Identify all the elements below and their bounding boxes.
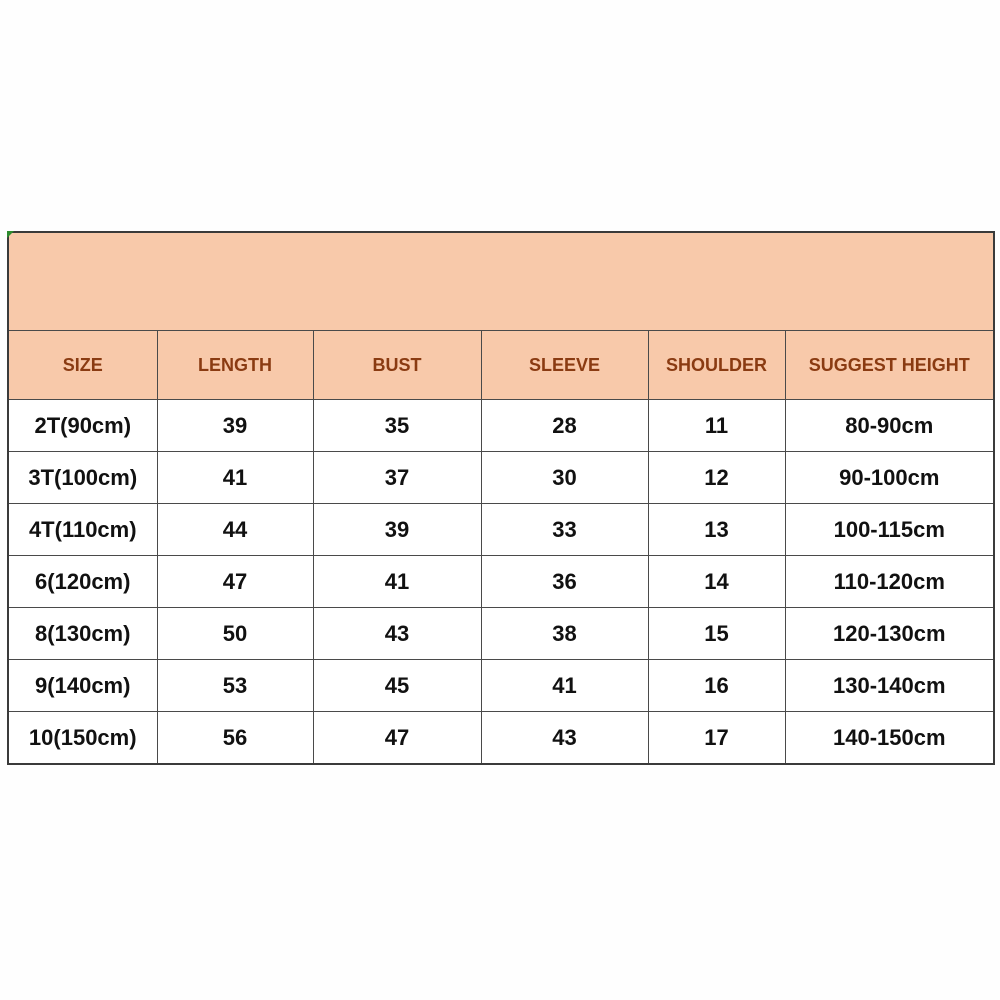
column-header-shoulder: SHOULDER <box>648 331 785 400</box>
suggest-height-cell: 90-100cm <box>785 452 994 504</box>
size-cell: 3T(100cm) <box>8 452 157 504</box>
size-cell: 8(130cm) <box>8 608 157 660</box>
sleeve-cell: 38 <box>481 608 648 660</box>
size-cell: 9(140cm) <box>8 660 157 712</box>
bust-cell: 41 <box>313 556 481 608</box>
size-cell: 10(150cm) <box>8 712 157 765</box>
suggest-height-cell: 140-150cm <box>785 712 994 765</box>
length-cell: 47 <box>157 556 313 608</box>
sleeve-cell: 43 <box>481 712 648 765</box>
bust-cell: 47 <box>313 712 481 765</box>
column-header-suggest-height: SUGGEST HEIGHT <box>785 331 994 400</box>
size-cell: 2T(90cm) <box>8 400 157 452</box>
table-row <box>8 660 994 712</box>
table-row <box>8 556 994 608</box>
table-banner-row <box>8 232 994 331</box>
bust-cell: 45 <box>313 660 481 712</box>
column-header-sleeve: SLEEVE <box>481 331 648 400</box>
sleeve-cell: 30 <box>481 452 648 504</box>
shoulder-cell: 11 <box>648 400 785 452</box>
suggest-height-cell: 100-115cm <box>785 504 994 556</box>
bust-cell: 35 <box>313 400 481 452</box>
shoulder-cell: 13 <box>648 504 785 556</box>
table-row <box>8 608 994 660</box>
length-cell: 56 <box>157 712 313 765</box>
suggest-height-cell: 110-120cm <box>785 556 994 608</box>
corner-mark <box>7 231 14 238</box>
size-chart-table <box>7 231 995 765</box>
table-banner <box>8 232 994 331</box>
bust-cell: 39 <box>313 504 481 556</box>
shoulder-cell: 15 <box>648 608 785 660</box>
sleeve-cell: 36 <box>481 556 648 608</box>
length-cell: 50 <box>157 608 313 660</box>
table-row <box>8 400 994 452</box>
table-row <box>8 504 994 556</box>
shoulder-cell: 12 <box>648 452 785 504</box>
table-row <box>8 712 994 765</box>
shoulder-cell: 14 <box>648 556 785 608</box>
table-header-row <box>8 331 994 400</box>
bust-cell: 43 <box>313 608 481 660</box>
bust-cell: 37 <box>313 452 481 504</box>
length-cell: 41 <box>157 452 313 504</box>
length-cell: 39 <box>157 400 313 452</box>
size-cell: 6(120cm) <box>8 556 157 608</box>
shoulder-cell: 17 <box>648 712 785 765</box>
sleeve-cell: 28 <box>481 400 648 452</box>
suggest-height-cell: 120-130cm <box>785 608 994 660</box>
column-header-length: LENGTH <box>157 331 313 400</box>
suggest-height-cell: 130-140cm <box>785 660 994 712</box>
table-row <box>8 452 994 504</box>
length-cell: 44 <box>157 504 313 556</box>
sleeve-cell: 33 <box>481 504 648 556</box>
suggest-height-cell: 80-90cm <box>785 400 994 452</box>
sleeve-cell: 41 <box>481 660 648 712</box>
length-cell: 53 <box>157 660 313 712</box>
size-cell: 4T(110cm) <box>8 504 157 556</box>
shoulder-cell: 16 <box>648 660 785 712</box>
column-header-size: SIZE <box>8 331 157 400</box>
column-header-bust: BUST <box>313 331 481 400</box>
